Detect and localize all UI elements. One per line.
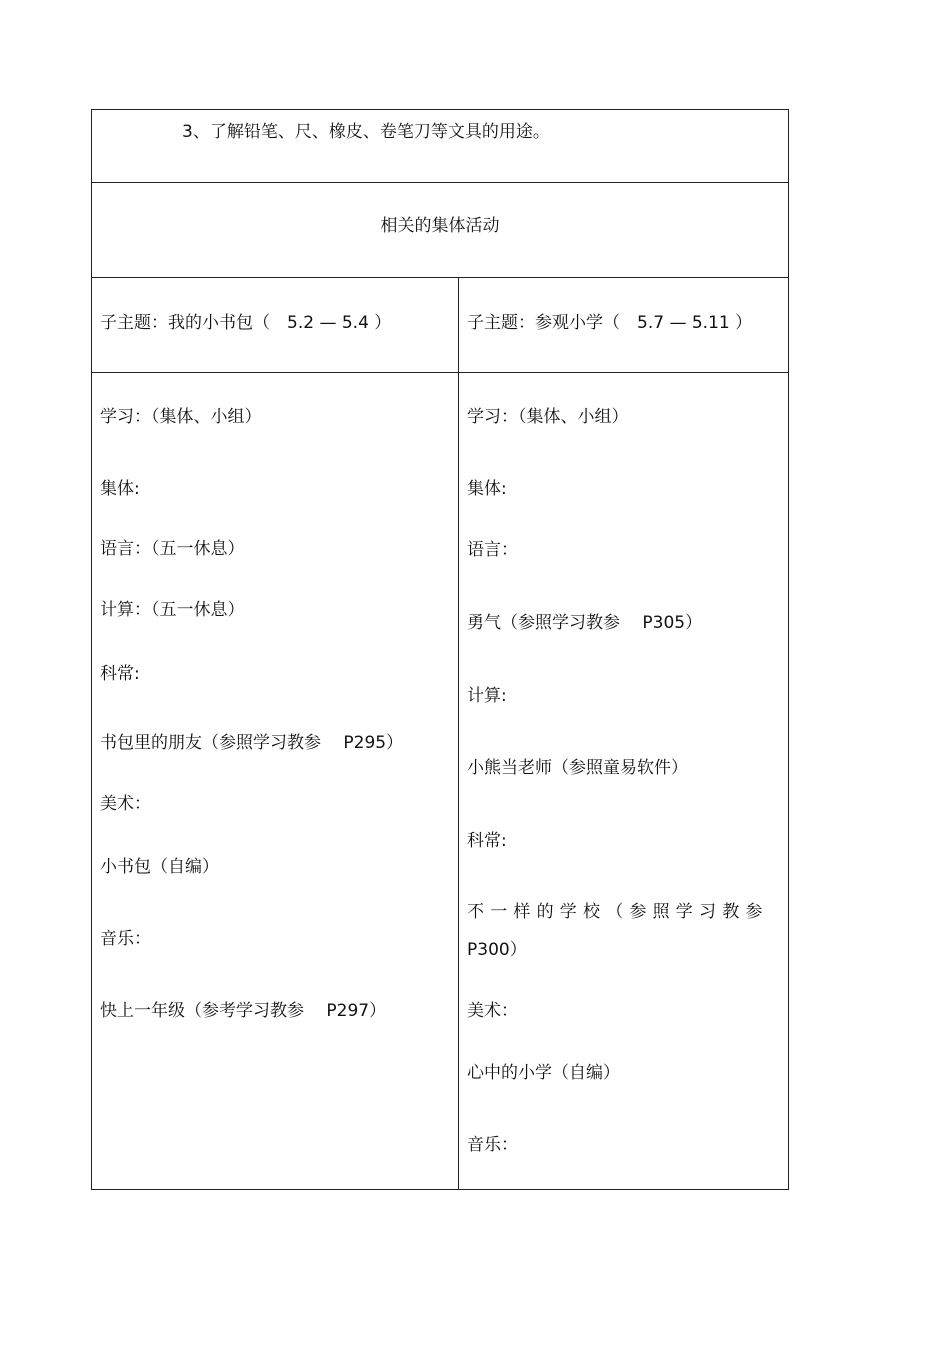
right-line: 集体:	[467, 479, 507, 499]
left-line: 快上一年级（参考学习教参 P297）	[100, 1001, 387, 1021]
right-line: 计算:	[467, 686, 507, 706]
right-line: 小熊当老师（参照童易软件）	[467, 758, 688, 778]
left-line: 语言：（五一休息）	[100, 539, 245, 559]
left-line: 书包里的朋友（参照学习教参 P295）	[100, 733, 404, 753]
objective-text: 3、了解铅笔、尺、橡皮、卷笔刀等文具的用途。	[182, 122, 550, 142]
right-line: 音乐：	[467, 1135, 518, 1155]
left-line: 音乐：	[100, 929, 151, 949]
row-divider	[92, 372, 788, 373]
left-line: 集体:	[100, 479, 140, 499]
left-line: 学习：（集体、小组）	[100, 407, 262, 427]
right-line: 不一样的学校（参照学习教参	[467, 902, 769, 922]
right-subtheme-header: 子主题：参观小学（ 5.7 — 5.11 ）	[467, 313, 753, 333]
left-line: 计算：（五一休息）	[100, 600, 245, 620]
row-divider	[92, 182, 788, 183]
right-line: 科常:	[467, 831, 507, 851]
right-line: 语言：	[467, 540, 518, 560]
right-line: P300）	[467, 940, 527, 960]
right-line: 勇气（参照学习教参 P305）	[467, 613, 703, 633]
right-line: 心中的小学（自编）	[467, 1063, 620, 1083]
left-line: 小书包（自编）	[100, 857, 219, 877]
section-title: 相关的集体活动	[380, 216, 500, 236]
right-line: 美术：	[467, 1001, 518, 1021]
row-divider	[92, 277, 788, 278]
left-line: 美术：	[100, 794, 151, 814]
left-subtheme-header: 子主题：我的小书包（ 5.2 — 5.4 ）	[100, 313, 392, 333]
left-line: 科常:	[100, 664, 140, 684]
activity-table	[91, 109, 789, 1190]
right-line: 学习：（集体、小组）	[467, 407, 629, 427]
column-divider	[458, 278, 459, 1189]
